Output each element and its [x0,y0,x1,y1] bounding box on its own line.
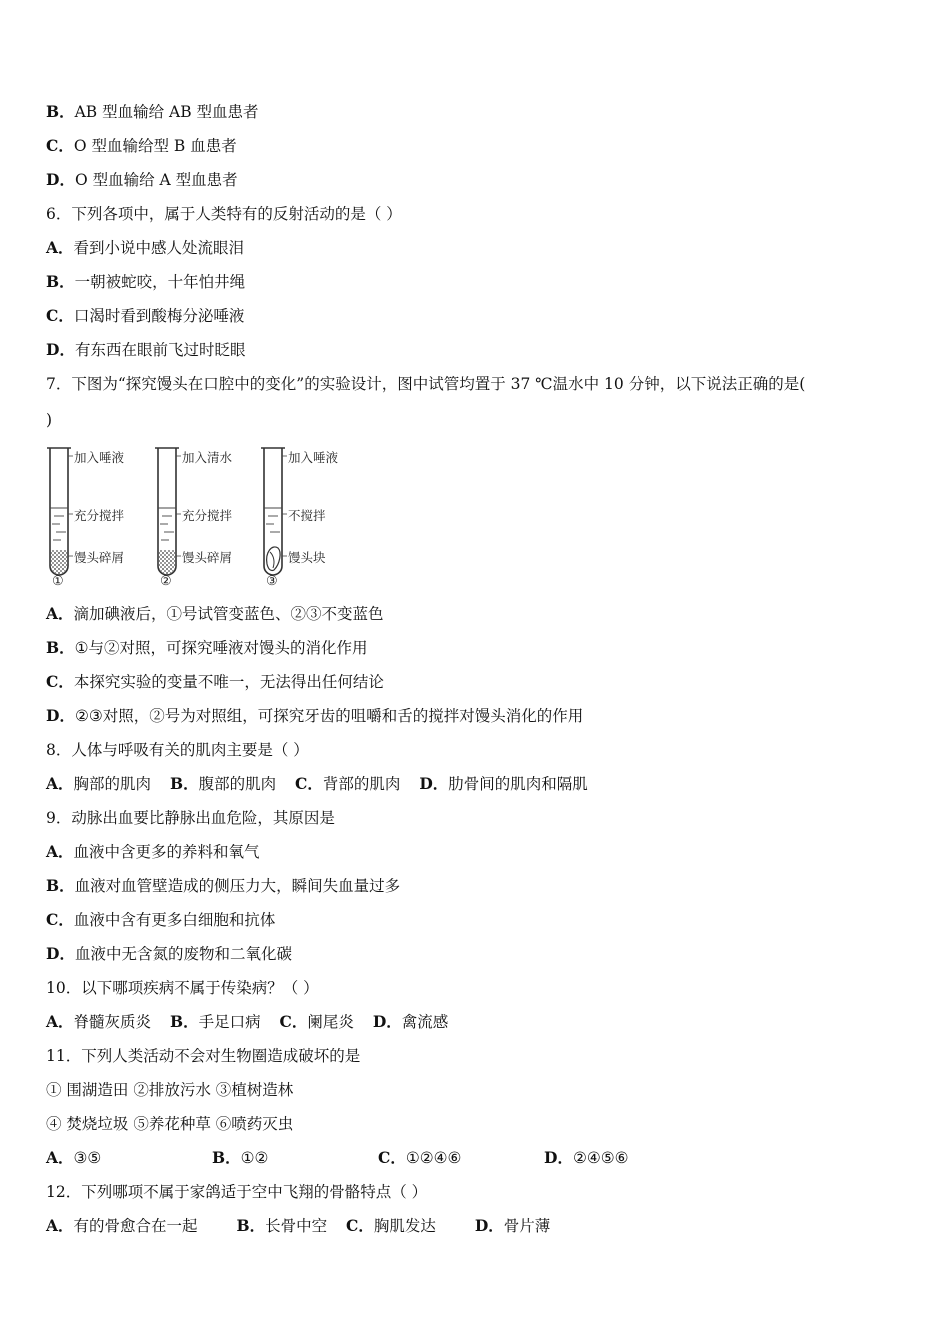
q7-option-b: B．①与②对照，可探究唾液对馒头的消化作用 [46,638,368,657]
q10-options [46,1012,448,1032]
q12-option-c: C．胸肌发达 [346,1216,436,1235]
q11-items-line-2: ④ 焚烧垃圾 ⑤养花种草 ⑥喷药灭虫 [46,1115,294,1133]
q8-options [46,774,588,794]
q12-option-b: B．长骨中空 [236,1216,328,1235]
q7-option-c: C．本探究实验的变量不唯一，无法得出任何结论 [46,672,384,691]
tube-2 [155,448,179,575]
q8-option-c: C．背部的肌肉 [295,774,401,793]
tube-3-top-label: 加入唾液 [288,450,339,465]
q7-stem: 7．下图为“探究馒头在口腔中的变化”的实验设计，图中试管均置于 37 ℃温水中 10 分钟，以下说法正确的是( [46,375,806,393]
q9-option-b: B．血液对血管壁造成的侧压力大，瞬间失血量过多 [46,876,401,895]
q7-option-d: D．②③对照，②号为对照组，可探究牙齿的咀嚼和舌的搅拌对馒头消化的作用 [46,706,584,725]
tube-2-top-label: 加入清水 [182,450,233,465]
q11-stem: 11．下列人类活动不会对生物圈造成破坏的是 [46,1047,361,1065]
q7-option-a: A．滴加碘液后，①号试管变蓝色、②③不变蓝色 [46,604,384,623]
tube-1-number: ① [52,574,64,589]
q7-stem-close: ) [46,411,53,429]
q9-stem: 9．动脉出血要比静脉出血危险，其原因是 [46,809,335,827]
q5-option-d: D．O 型血输给 A 型血患者 [46,170,238,189]
tube-3-number: ③ [266,574,278,589]
q11-option-a: A．③⑤ [46,1148,102,1167]
tube-1 [47,448,71,575]
q11-option-c: C．①②④⑥ [378,1148,462,1167]
tube-3-bottom-label: 馒头块 [288,550,326,565]
q9-option-a: A．血液中含更多的养料和氧气 [46,842,260,861]
q12-stem: 12．下列哪项不属于家鸽适于空中飞翔的骨骼特点（ ） [46,1183,428,1201]
q12-options [46,1216,550,1236]
q11-items-line-1: ① 围湖造田 ②排放污水 ③植树造林 [46,1081,294,1099]
q9-option-d: D．血液中无含氮的废物和二氧化碳 [46,944,292,963]
q8-option-d: D．肋骨间的肌肉和隔肌 [419,774,588,793]
q8-option-b: B．腹部的肌肉 [169,774,277,793]
q11-options [46,1148,629,1168]
q11-option-b: B．①② [212,1148,269,1167]
q11-option-d: D．②④⑤⑥ [544,1148,629,1167]
q6-option-b: B．一朝被蛇咬，十年怕井绳 [46,272,246,291]
tube-1-bottom-label: 馒头碎屑 [74,550,125,565]
q6-option-c: C．口渴时看到酸梅分泌唾液 [46,306,245,325]
q8-option-a: A．胸部的肌肉 [46,774,152,793]
q9-option-c: C．血液中含有更多白细胞和抗体 [46,910,276,929]
q6-stem: 6．下列各项中，属于人类特有的反射活动的是（ ） [46,205,402,223]
q10-option-d: D．禽流感 [372,1012,449,1031]
q8-stem: 8．人体与呼吸有关的肌肉主要是（ ） [46,741,309,759]
tube-3 [261,448,285,575]
q12-option-d: D．骨片薄 [474,1216,551,1235]
q6-option-d: D．有东西在眼前飞过时眨眼 [46,340,246,359]
q10-option-c: C．阑尾炎 [279,1012,354,1031]
tube-2-bottom-label: 馒头碎屑 [182,550,233,565]
q5-option-b: B．AB 型血输给 AB 型血患者 [46,102,259,121]
q10-option-b: B．手足口病 [169,1012,261,1031]
q5-option-c: C．O 型血输给型 B 血患者 [46,136,237,155]
test-tube-figure [46,440,356,590]
tube-2-mid-label: 充分搅拌 [182,508,233,523]
q6-option-a: A．看到小说中感人处流眼泪 [46,238,245,257]
tube-1-mid-label: 充分搅拌 [74,508,125,523]
tube-3-mid-label: 不搅拌 [288,508,326,523]
tube-2-number: ② [160,574,172,589]
q10-stem: 10．以下哪项疾病不属于传染病？（ ） [46,979,319,997]
tube-1-top-label: 加入唾液 [74,450,125,465]
q10-option-a: A．脊髓灰质炎 [46,1012,152,1031]
q12-option-a: A．有的骨愈合在一起 [46,1216,198,1235]
